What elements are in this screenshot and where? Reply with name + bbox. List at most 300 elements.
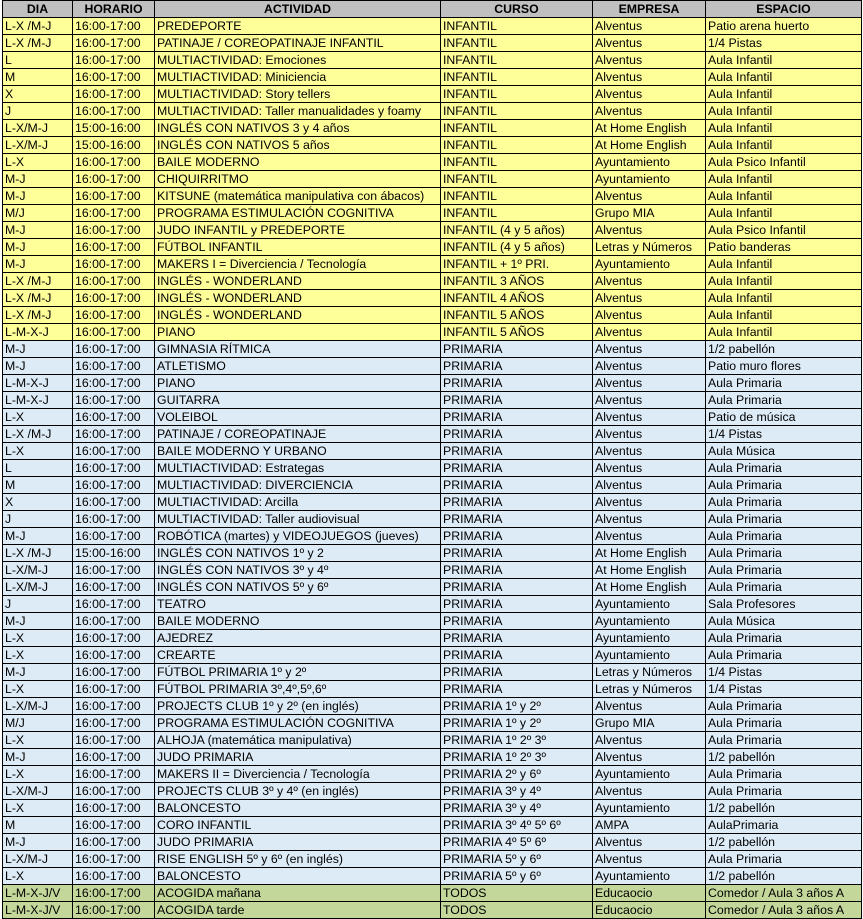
- cell-espacio: 1/2 pabellón: [706, 868, 862, 885]
- cell-espacio: Comedor / Aula 3 años A: [706, 885, 862, 902]
- cell-dia: M-J: [3, 749, 73, 766]
- cell-dia: M-J: [3, 171, 73, 188]
- cell-dia: L-X: [3, 766, 73, 783]
- cell-espacio: 1/2 pabellón: [706, 800, 862, 817]
- cell-horario: 16:00-17:00: [73, 834, 155, 851]
- cell-actividad: VOLEIBOL: [155, 409, 441, 426]
- cell-empresa: Ayuntamiento: [593, 766, 706, 783]
- table-row: [3, 341, 862, 358]
- cell-espacio: 1/2 pabellón: [706, 749, 862, 766]
- table-row: [3, 783, 862, 800]
- cell-actividad: INGLÉS CON NATIVOS 5º y 6º: [155, 579, 441, 596]
- cell-espacio: Aula Música: [706, 443, 862, 460]
- cell-horario: 15:00-16:00: [73, 137, 155, 154]
- cell-actividad: MULTIACTIVIDAD: Story tellers: [155, 86, 441, 103]
- cell-curso: PRIMARIA: [441, 375, 593, 392]
- cell-horario: 16:00-17:00: [73, 749, 155, 766]
- cell-horario: 16:00-17:00: [73, 392, 155, 409]
- cell-actividad: ACOGIDA tarde: [155, 902, 441, 919]
- cell-espacio: Sala Profesores: [706, 596, 862, 613]
- cell-horario: 16:00-17:00: [73, 800, 155, 817]
- table-row: [3, 137, 862, 154]
- cell-actividad: BAILE MODERNO: [155, 154, 441, 171]
- cell-dia: M-J: [3, 341, 73, 358]
- cell-curso: INFANTIL: [441, 205, 593, 222]
- cell-empresa: Alventus: [593, 851, 706, 868]
- cell-curso: PRIMARIA: [441, 477, 593, 494]
- cell-horario: 16:00-17:00: [73, 477, 155, 494]
- cell-espacio: Aula Infantil: [706, 120, 862, 137]
- cell-empresa: Alventus: [593, 222, 706, 239]
- cell-actividad: GUITARRA: [155, 392, 441, 409]
- cell-curso: INFANTIL: [441, 120, 593, 137]
- cell-dia: M-J: [3, 222, 73, 239]
- cell-curso: INFANTIL: [441, 35, 593, 52]
- table-row: [3, 817, 862, 834]
- cell-curso: PRIMARIA 4º 5º 6º: [441, 834, 593, 851]
- cell-horario: 16:00-17:00: [73, 613, 155, 630]
- cell-empresa: Alventus: [593, 732, 706, 749]
- cell-empresa: Alventus: [593, 18, 706, 35]
- table-row: [3, 834, 862, 851]
- cell-dia: L-X: [3, 154, 73, 171]
- cell-espacio: Aula Primaria: [706, 766, 862, 783]
- cell-curso: INFANTIL: [441, 69, 593, 86]
- table-row: [3, 766, 862, 783]
- table-row: [3, 35, 862, 52]
- cell-curso: INFANTIL: [441, 52, 593, 69]
- cell-espacio: Aula Primaria: [706, 851, 862, 868]
- cell-actividad: MULTIACTIVIDAD: Arcilla: [155, 494, 441, 511]
- cell-empresa: Alventus: [593, 358, 706, 375]
- cell-empresa: Alventus: [593, 69, 706, 86]
- cell-horario: 16:00-17:00: [73, 494, 155, 511]
- table-row: [3, 800, 862, 817]
- cell-espacio: Aula Infantil: [706, 52, 862, 69]
- cell-empresa: Alventus: [593, 307, 706, 324]
- cell-curso: PRIMARIA: [441, 664, 593, 681]
- cell-horario: 16:00-17:00: [73, 443, 155, 460]
- cell-curso: PRIMARIA: [441, 443, 593, 460]
- cell-espacio: Aula Primaria: [706, 562, 862, 579]
- cell-horario: 16:00-17:00: [73, 52, 155, 69]
- cell-dia: L-X: [3, 647, 73, 664]
- cell-espacio: Aula Primaria: [706, 545, 862, 562]
- cell-curso: INFANTIL: [441, 103, 593, 120]
- cell-dia: L-X/M-J: [3, 562, 73, 579]
- cell-dia: M-J: [3, 188, 73, 205]
- cell-horario: 16:00-17:00: [73, 341, 155, 358]
- table-row: [3, 154, 862, 171]
- table-row: [3, 171, 862, 188]
- cell-curso: INFANTIL: [441, 137, 593, 154]
- cell-horario: 16:00-17:00: [73, 171, 155, 188]
- cell-curso: PRIMARIA: [441, 613, 593, 630]
- cell-horario: 16:00-17:00: [73, 205, 155, 222]
- cell-actividad: INGLÉS CON NATIVOS 3 y 4 años: [155, 120, 441, 137]
- cell-dia: L: [3, 52, 73, 69]
- table-row: [3, 392, 862, 409]
- cell-curso: PRIMARIA: [441, 528, 593, 545]
- cell-horario: 16:00-17:00: [73, 732, 155, 749]
- cell-horario: 16:00-17:00: [73, 69, 155, 86]
- cell-empresa: Alventus: [593, 341, 706, 358]
- table-row: [3, 868, 862, 885]
- cell-espacio: Aula Primaria: [706, 715, 862, 732]
- cell-horario: 16:00-17:00: [73, 375, 155, 392]
- cell-actividad: MULTIACTIVIDAD: Miniciencia: [155, 69, 441, 86]
- cell-espacio: Aula Primaria: [706, 630, 862, 647]
- cell-actividad: BALONCESTO: [155, 800, 441, 817]
- table-row: [3, 596, 862, 613]
- cell-empresa: Alventus: [593, 477, 706, 494]
- cell-espacio: Aula Primaria: [706, 698, 862, 715]
- table-row: [3, 715, 862, 732]
- table-row: [3, 256, 862, 273]
- cell-empresa: Alventus: [593, 443, 706, 460]
- cell-horario: 16:00-17:00: [73, 256, 155, 273]
- cell-empresa: Grupo MIA: [593, 715, 706, 732]
- table-row: [3, 460, 862, 477]
- table-row: [3, 851, 862, 868]
- cell-dia: M-J: [3, 358, 73, 375]
- cell-empresa: Alventus: [593, 375, 706, 392]
- cell-actividad: MAKERS II = Diverciencia / Tecnología: [155, 766, 441, 783]
- cell-curso: PRIMARIA: [441, 579, 593, 596]
- cell-curso: INFANTIL 4 AÑOS: [441, 290, 593, 307]
- cell-horario: 16:00-17:00: [73, 290, 155, 307]
- cell-espacio: Aula Primaria: [706, 460, 862, 477]
- cell-horario: 16:00-17:00: [73, 562, 155, 579]
- cell-curso: TODOS: [441, 885, 593, 902]
- cell-empresa: Ayuntamiento: [593, 256, 706, 273]
- cell-horario: 16:00-17:00: [73, 307, 155, 324]
- cell-curso: INFANTIL: [441, 154, 593, 171]
- table-row: [3, 562, 862, 579]
- cell-curso: INFANTIL: [441, 18, 593, 35]
- cell-actividad: CHIQUIRRITMO: [155, 171, 441, 188]
- table-row: [3, 103, 862, 120]
- cell-empresa: Alventus: [593, 273, 706, 290]
- cell-empresa: Ayuntamiento: [593, 647, 706, 664]
- cell-espacio: Patio muro flores: [706, 358, 862, 375]
- cell-curso: PRIMARIA: [441, 358, 593, 375]
- cell-horario: 16:00-17:00: [73, 596, 155, 613]
- cell-empresa: Ayuntamiento: [593, 868, 706, 885]
- cell-dia: L-X/M-J: [3, 851, 73, 868]
- cell-espacio: Aula Infantil: [706, 103, 862, 120]
- table-row: [3, 358, 862, 375]
- cell-curso: TODOS: [441, 902, 593, 919]
- cell-curso: PRIMARIA: [441, 630, 593, 647]
- table-row: [3, 69, 862, 86]
- cell-dia: L-X/M-J: [3, 698, 73, 715]
- table-row: [3, 205, 862, 222]
- table-row: [3, 52, 862, 69]
- cell-horario: 16:00-17:00: [73, 630, 155, 647]
- cell-curso: PRIMARIA: [441, 562, 593, 579]
- cell-empresa: Alventus: [593, 392, 706, 409]
- cell-curso: INFANTIL: [441, 171, 593, 188]
- cell-horario: 16:00-17:00: [73, 902, 155, 919]
- table-row: [3, 511, 862, 528]
- cell-espacio: Aula Primaria: [706, 579, 862, 596]
- cell-empresa: Alventus: [593, 290, 706, 307]
- cell-espacio: Aula Música: [706, 613, 862, 630]
- cell-dia: M-J: [3, 834, 73, 851]
- cell-curso: PRIMARIA 1º 2º 3º: [441, 732, 593, 749]
- cell-espacio: Aula Infantil: [706, 307, 862, 324]
- cell-empresa: Alventus: [593, 494, 706, 511]
- cell-espacio: Aula Primaria: [706, 647, 862, 664]
- cell-espacio: Aula Infantil: [706, 256, 862, 273]
- cell-dia: L-X /M-J: [3, 290, 73, 307]
- table-row: [3, 120, 862, 137]
- cell-horario: 16:00-17:00: [73, 188, 155, 205]
- cell-horario: 16:00-17:00: [73, 273, 155, 290]
- cell-empresa: Alventus: [593, 324, 706, 341]
- cell-empresa: Grupo MIA: [593, 205, 706, 222]
- cell-dia: L-X/M-J: [3, 579, 73, 596]
- cell-horario: 16:00-17:00: [73, 851, 155, 868]
- cell-horario: 15:00-16:00: [73, 120, 155, 137]
- cell-horario: 16:00-17:00: [73, 409, 155, 426]
- cell-empresa: Alventus: [593, 35, 706, 52]
- cell-curso: PRIMARIA: [441, 545, 593, 562]
- cell-curso: PRIMARIA: [441, 409, 593, 426]
- cell-empresa: At Home English: [593, 120, 706, 137]
- cell-dia: M-J: [3, 256, 73, 273]
- cell-espacio: Patio de música: [706, 409, 862, 426]
- cell-empresa: Alventus: [593, 409, 706, 426]
- cell-horario: 16:00-17:00: [73, 358, 155, 375]
- cell-empresa: Alventus: [593, 698, 706, 715]
- cell-empresa: Alventus: [593, 52, 706, 69]
- cell-curso: PRIMARIA 5º y 6º: [441, 868, 593, 885]
- cell-espacio: Aula Primaria: [706, 732, 862, 749]
- cell-dia: J: [3, 103, 73, 120]
- cell-espacio: Aula Primaria: [706, 392, 862, 409]
- table-row: [3, 885, 862, 902]
- cell-actividad: PIANO: [155, 324, 441, 341]
- cell-dia: L-M-X-J: [3, 375, 73, 392]
- cell-horario: 16:00-17:00: [73, 766, 155, 783]
- table-row: [3, 290, 862, 307]
- cell-actividad: TEATRO: [155, 596, 441, 613]
- cell-espacio: 1/4 Pistas: [706, 681, 862, 698]
- cell-espacio: Aula Primaria: [706, 511, 862, 528]
- cell-curso: PRIMARIA 3º y 4º: [441, 800, 593, 817]
- cell-dia: L-X: [3, 868, 73, 885]
- table-row: [3, 188, 862, 205]
- cell-dia: L-M-X-J/V: [3, 885, 73, 902]
- cell-curso: PRIMARIA 1º y 2º: [441, 715, 593, 732]
- cell-actividad: BAILE MODERNO Y URBANO: [155, 443, 441, 460]
- cell-actividad: ALHOJA (matemática manipulativa): [155, 732, 441, 749]
- cell-dia: M-J: [3, 239, 73, 256]
- table-row: [3, 239, 862, 256]
- cell-espacio: Aula Infantil: [706, 324, 862, 341]
- cell-horario: 16:00-17:00: [73, 154, 155, 171]
- cell-empresa: Ayuntamiento: [593, 800, 706, 817]
- cell-horario: 15:00-16:00: [73, 545, 155, 562]
- cell-actividad: PROJECTS CLUB 1º y 2º (en inglés): [155, 698, 441, 715]
- cell-curso: INFANTIL (4 y 5 años): [441, 222, 593, 239]
- cell-curso: PRIMARIA: [441, 460, 593, 477]
- cell-curso: PRIMARIA 3º 4º 5º 6º: [441, 817, 593, 834]
- table-row: [3, 545, 862, 562]
- cell-empresa: Letras y Números: [593, 664, 706, 681]
- cell-empresa: Alventus: [593, 834, 706, 851]
- cell-dia: L-X /M-J: [3, 35, 73, 52]
- cell-actividad: MULTIACTIVIDAD: DIVERCIENCIA: [155, 477, 441, 494]
- cell-dia: M-J: [3, 664, 73, 681]
- cell-actividad: INGLÉS CON NATIVOS 1º y 2: [155, 545, 441, 562]
- cell-curso: PRIMARIA: [441, 681, 593, 698]
- cell-curso: PRIMARIA 1º 2º 3º: [441, 749, 593, 766]
- cell-actividad: ROBÓTICA (martes) y VIDEOJUEGOS (jueves): [155, 528, 441, 545]
- cell-actividad: FÚTBOL PRIMARIA 1º y 2º: [155, 664, 441, 681]
- cell-espacio: 1/4 Pistas: [706, 35, 862, 52]
- cell-dia: L-X: [3, 409, 73, 426]
- cell-horario: 16:00-17:00: [73, 681, 155, 698]
- table-row: [3, 409, 862, 426]
- cell-empresa: Alventus: [593, 528, 706, 545]
- table-row: [3, 494, 862, 511]
- cell-espacio: Aula Infantil: [706, 137, 862, 154]
- cell-espacio: Aula Primaria: [706, 528, 862, 545]
- cell-espacio: 1/2 pabellón: [706, 341, 862, 358]
- cell-empresa: Alventus: [593, 188, 706, 205]
- table-row: [3, 647, 862, 664]
- cell-dia: M: [3, 477, 73, 494]
- cell-dia: M-J: [3, 528, 73, 545]
- cell-actividad: PREDEPORTE: [155, 18, 441, 35]
- header-curso: CURSO: [441, 1, 593, 18]
- cell-espacio: Aula Infantil: [706, 205, 862, 222]
- cell-actividad: FÚTBOL PRIMARIA 3º,4º,5º,6º: [155, 681, 441, 698]
- table-row: [3, 426, 862, 443]
- cell-espacio: Patio arena huerto: [706, 18, 862, 35]
- cell-empresa: At Home English: [593, 579, 706, 596]
- cell-horario: 16:00-17:00: [73, 35, 155, 52]
- cell-actividad: PROJECTS CLUB 3º y 4º (en inglés): [155, 783, 441, 800]
- cell-curso: PRIMARIA: [441, 341, 593, 358]
- cell-horario: 16:00-17:00: [73, 460, 155, 477]
- cell-dia: L-X /M-J: [3, 545, 73, 562]
- header-actividad: ACTIVIDAD: [155, 1, 441, 18]
- cell-actividad: INGLÉS - WONDERLAND: [155, 273, 441, 290]
- cell-actividad: PATINAJE / COREOPATINAJE: [155, 426, 441, 443]
- cell-curso: INFANTIL 5 AÑOS: [441, 324, 593, 341]
- table-row: [3, 375, 862, 392]
- header-espacio: ESPACIO: [706, 1, 862, 18]
- cell-actividad: FÚTBOL INFANTIL: [155, 239, 441, 256]
- cell-actividad: PROGRAMA ESTIMULACIÓN COGNITIVA: [155, 715, 441, 732]
- cell-actividad: RISE ENGLISH 5º y 6º (en inglés): [155, 851, 441, 868]
- cell-dia: L-M-X-J: [3, 324, 73, 341]
- cell-actividad: BAILE MODERNO: [155, 613, 441, 630]
- cell-curso: PRIMARIA: [441, 494, 593, 511]
- cell-actividad: CORO INFANTIL: [155, 817, 441, 834]
- cell-curso: PRIMARIA 3º y 4º: [441, 783, 593, 800]
- header-horario: HORARIO: [73, 1, 155, 18]
- cell-curso: PRIMARIA: [441, 392, 593, 409]
- cell-curso: INFANTIL: [441, 86, 593, 103]
- table-row: [3, 18, 862, 35]
- cell-empresa: Letras y Números: [593, 681, 706, 698]
- table-row: [3, 732, 862, 749]
- table-row: [3, 86, 862, 103]
- cell-espacio: Comedor / Aula 3 años A: [706, 902, 862, 919]
- cell-horario: 16:00-17:00: [73, 239, 155, 256]
- header-dia: DIA: [3, 1, 73, 18]
- cell-actividad: INGLÉS CON NATIVOS 5 años: [155, 137, 441, 154]
- cell-espacio: 1/4 Pistas: [706, 664, 862, 681]
- table-row: [3, 222, 862, 239]
- cell-espacio: Aula Infantil: [706, 290, 862, 307]
- table-row: [3, 749, 862, 766]
- cell-espacio: Aula Primaria: [706, 494, 862, 511]
- cell-actividad: KITSUNE (matemática manipulativa con ábacos): [155, 188, 441, 205]
- table-row: [3, 273, 862, 290]
- cell-horario: 16:00-17:00: [73, 885, 155, 902]
- cell-horario: 16:00-17:00: [73, 18, 155, 35]
- cell-dia: M/J: [3, 715, 73, 732]
- cell-dia: L-X /M-J: [3, 18, 73, 35]
- cell-horario: 16:00-17:00: [73, 324, 155, 341]
- header-empresa: EMPRESA: [593, 1, 706, 18]
- table-row: [3, 324, 862, 341]
- cell-horario: 16:00-17:00: [73, 579, 155, 596]
- cell-actividad: JUDO PRIMARIA: [155, 834, 441, 851]
- cell-espacio: Aula Primaria: [706, 477, 862, 494]
- cell-horario: 16:00-17:00: [73, 86, 155, 103]
- cell-dia: L-X: [3, 681, 73, 698]
- table-row: [3, 307, 862, 324]
- cell-empresa: Alventus: [593, 749, 706, 766]
- cell-actividad: MULTIACTIVIDAD: Estrategas: [155, 460, 441, 477]
- cell-actividad: BALONCESTO: [155, 868, 441, 885]
- cell-dia: J: [3, 511, 73, 528]
- cell-empresa: Alventus: [593, 511, 706, 528]
- cell-dia: L-X: [3, 443, 73, 460]
- cell-dia: X: [3, 86, 73, 103]
- cell-dia: L-M-X-J: [3, 392, 73, 409]
- cell-empresa: Letras y Números: [593, 239, 706, 256]
- cell-horario: 16:00-17:00: [73, 664, 155, 681]
- cell-horario: 16:00-17:00: [73, 647, 155, 664]
- cell-espacio: 1/4 Pistas: [706, 426, 862, 443]
- cell-curso: PRIMARIA: [441, 426, 593, 443]
- cell-espacio: Aula Infantil: [706, 188, 862, 205]
- cell-actividad: AJEDREZ: [155, 630, 441, 647]
- cell-curso: PRIMARIA 1º y 2º: [441, 698, 593, 715]
- cell-empresa: Alventus: [593, 460, 706, 477]
- cell-empresa: At Home English: [593, 137, 706, 154]
- cell-espacio: Aula Infantil: [706, 86, 862, 103]
- table-header: [3, 1, 862, 18]
- cell-actividad: JUDO INFANTIL y PREDEPORTE: [155, 222, 441, 239]
- cell-curso: PRIMARIA: [441, 511, 593, 528]
- table-body: [3, 18, 862, 919]
- cell-actividad: PIANO: [155, 375, 441, 392]
- table-row: [3, 698, 862, 715]
- cell-empresa: Alventus: [593, 783, 706, 800]
- cell-espacio: AulaPrimaria: [706, 817, 862, 834]
- cell-empresa: Ayuntamiento: [593, 154, 706, 171]
- table-row: [3, 613, 862, 630]
